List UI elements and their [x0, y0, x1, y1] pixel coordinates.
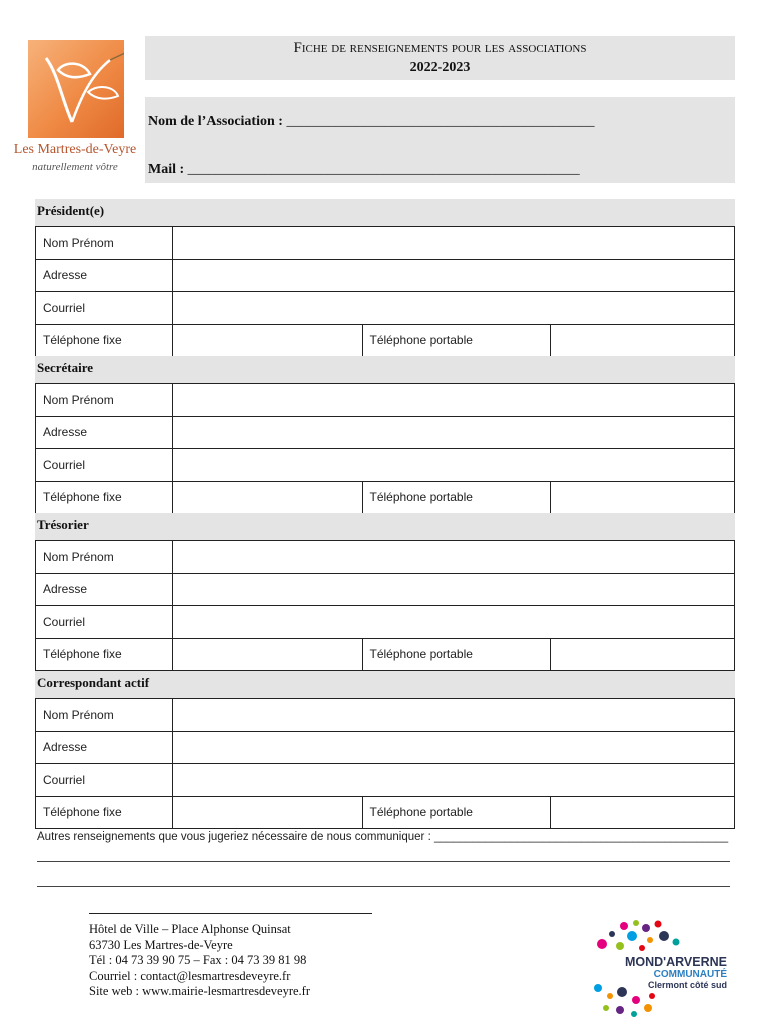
- extra-info-label: Autres renseignements que vous jugeriez nécessaire de nous communiquer :: [37, 831, 431, 843]
- phone-field[interactable]: [172, 796, 362, 829]
- email-field[interactable]: [172, 606, 734, 639]
- table-row: [36, 731, 735, 764]
- table-row: [36, 324, 735, 357]
- town-tagline: naturellement vôtre: [32, 161, 118, 173]
- table-row: [36, 638, 735, 671]
- mobile-field[interactable]: [551, 481, 735, 514]
- partner-sub: COMMUNAUTÉ: [653, 969, 727, 980]
- association-name-row: [148, 114, 594, 130]
- partner-tagline: Clermont côté sud: [647, 980, 727, 990]
- table-row: [36, 541, 735, 574]
- footer-line: Tél : 04 73 39 90 75 – Fax : 04 73 39 81 98: [89, 953, 307, 967]
- footer-line: Hôtel de Ville – Place Alphonse Quinsat: [89, 922, 291, 936]
- extra-info-line[interactable]: [37, 861, 730, 862]
- table-row: [36, 227, 735, 260]
- email-field[interactable]: [172, 764, 734, 797]
- footer-line: 63730 Les Martres-de-Veyre: [89, 937, 233, 952]
- mail-row: [148, 162, 580, 178]
- email-label: Courriel: [36, 764, 173, 797]
- section-title: Secrétaire: [35, 356, 735, 383]
- town-logo: [10, 40, 140, 180]
- mobile-field[interactable]: [551, 324, 735, 357]
- phone-label: Téléphone fixe: [36, 796, 173, 829]
- table-row: [36, 449, 735, 482]
- section-correspondent: [35, 671, 735, 829]
- name-field[interactable]: [172, 384, 734, 417]
- address-label: Adresse: [36, 259, 173, 292]
- footer-line: Courriel : contact@lesmartresdeveyre.fr: [89, 968, 291, 983]
- town-name: Les Martres-de-Veyre: [13, 142, 137, 157]
- mail-label: Mail :: [148, 162, 185, 177]
- section-president: [35, 199, 735, 357]
- table-row: [36, 481, 735, 514]
- phone-field[interactable]: [172, 481, 362, 514]
- address-field[interactable]: [172, 731, 734, 764]
- treasurer-table: [35, 540, 735, 671]
- section-title: Correspondant actif: [35, 671, 735, 698]
- name-field[interactable]: [172, 227, 734, 260]
- address-label: Adresse: [36, 416, 173, 449]
- mobile-label: Téléphone portable: [362, 638, 551, 671]
- address-field[interactable]: [172, 416, 734, 449]
- president-table: [35, 226, 735, 357]
- footer-line: Site web : www.mairie-lesmartresdeveyre.fr: [89, 984, 310, 998]
- address-label: Adresse: [36, 573, 173, 606]
- phone-label: Téléphone fixe: [36, 324, 173, 357]
- name-label: Nom Prénom: [36, 227, 173, 260]
- mobile-field[interactable]: [551, 638, 735, 671]
- mobile-label: Téléphone portable: [362, 796, 551, 829]
- email-label: Courriel: [36, 449, 173, 482]
- mail-field[interactable]: ________________________________________________________: [187, 162, 580, 177]
- footer-address: [89, 922, 310, 1000]
- association-name-label: Nom de l’Association :: [148, 114, 283, 129]
- section-title: Président(e): [35, 199, 735, 226]
- table-row: [36, 573, 735, 606]
- email-label: Courriel: [36, 606, 173, 639]
- association-name-field[interactable]: ____________________________________________: [286, 114, 595, 129]
- extra-info-field[interactable]: ______________________________________________: [433, 831, 729, 843]
- form-title: Fiche de renseignements pour les associations: [293, 40, 587, 56]
- name-field[interactable]: [172, 699, 734, 732]
- mobile-field[interactable]: [551, 796, 735, 829]
- correspondent-table: [35, 698, 735, 829]
- partner-name: MOND'ARVERNE: [624, 955, 727, 969]
- name-label: Nom Prénom: [36, 699, 173, 732]
- email-field[interactable]: [172, 449, 734, 482]
- address-field[interactable]: [172, 259, 734, 292]
- name-field[interactable]: [172, 541, 734, 574]
- phone-field[interactable]: [172, 324, 362, 357]
- leaf-icon: [28, 40, 124, 138]
- mobile-label: Téléphone portable: [362, 324, 551, 357]
- name-label: Nom Prénom: [36, 384, 173, 417]
- table-row: [36, 699, 735, 732]
- extra-info-row: [37, 831, 732, 843]
- phone-label: Téléphone fixe: [36, 481, 173, 514]
- phone-label: Téléphone fixe: [36, 638, 173, 671]
- association-box: [145, 97, 735, 183]
- table-row: [36, 764, 735, 797]
- section-treasurer: [35, 513, 735, 671]
- mobile-label: Téléphone portable: [362, 481, 551, 514]
- table-row: [36, 416, 735, 449]
- email-field[interactable]: [172, 292, 734, 325]
- table-row: [36, 796, 735, 829]
- town-logo-emblem: [28, 40, 124, 138]
- footer-divider: [89, 913, 372, 914]
- partner-logo: [592, 918, 732, 1018]
- table-row: [36, 292, 735, 325]
- form-year: 2022-2023: [409, 60, 471, 75]
- secretary-table: [35, 383, 735, 514]
- address-field[interactable]: [172, 573, 734, 606]
- table-row: [36, 384, 735, 417]
- address-label: Adresse: [36, 731, 173, 764]
- section-title: Trésorier: [35, 513, 735, 540]
- section-secretary: [35, 356, 735, 514]
- extra-info-line[interactable]: [37, 886, 730, 887]
- table-row: [36, 606, 735, 639]
- name-label: Nom Prénom: [36, 541, 173, 574]
- form-title-box: [145, 36, 735, 80]
- email-label: Courriel: [36, 292, 173, 325]
- phone-field[interactable]: [172, 638, 362, 671]
- table-row: [36, 259, 735, 292]
